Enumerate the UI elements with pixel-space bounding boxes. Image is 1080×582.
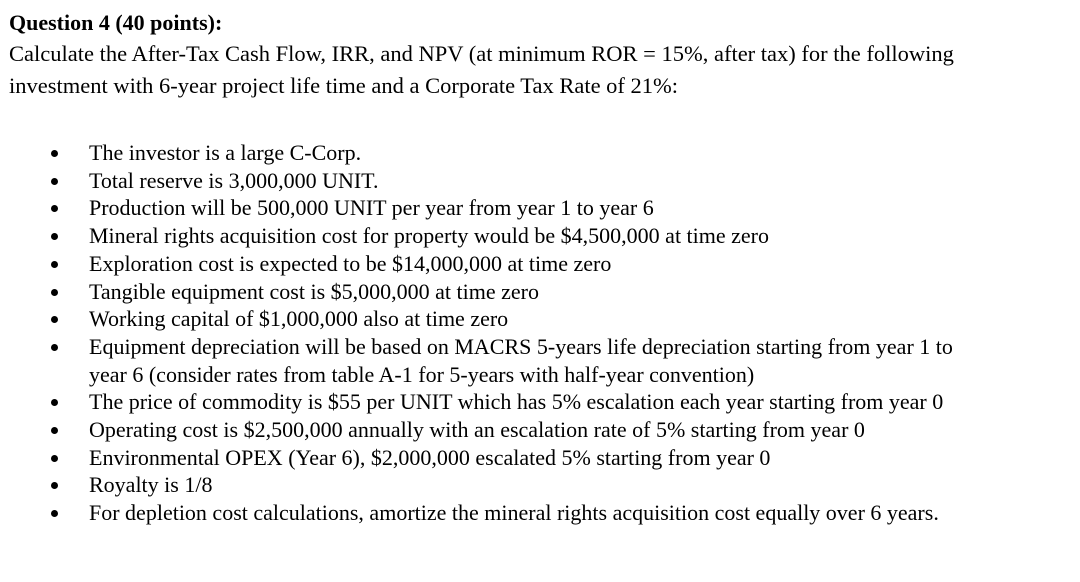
bullet-dot-icon xyxy=(51,482,58,489)
bullet-item xyxy=(9,139,1071,167)
bullet-dot-icon xyxy=(51,510,58,517)
question-intro xyxy=(9,38,1071,102)
bullet-text: The price of commodity is $55 per UNIT which has 5% escalation each year starting from year 0 xyxy=(89,389,944,415)
bullet-item xyxy=(9,499,1071,527)
bullet-dot-icon xyxy=(51,427,58,434)
bullet-dot-icon xyxy=(51,233,58,240)
bullet-dot-icon xyxy=(51,261,58,268)
bullet-text: Mineral rights acquisition cost for property would be $4,500,000 at time zero xyxy=(89,223,770,249)
bullet-item xyxy=(9,278,1071,306)
bullet-item xyxy=(9,194,1071,222)
bullet-text-line-2: year 6 (consider rates from table A-1 for 5-years with half-year convention) xyxy=(89,361,755,387)
question-intro-line-2: investment with 6-year project life time and a Corporate Tax Rate of 21%: xyxy=(9,73,679,98)
bullet-text: Royalty is 1/8 xyxy=(89,472,213,498)
bullet-item xyxy=(9,305,1071,333)
bullet-item xyxy=(9,333,1071,388)
bullet-dot-icon xyxy=(51,399,58,406)
question-intro-line-1: Calculate the After-Tax Cash Flow, IRR, and NPV (at minimum ROR = 15%, after tax) for the following xyxy=(9,41,954,66)
bullet-text: The investor is a large C-Corp. xyxy=(89,140,362,165)
bullet-dot-icon xyxy=(51,289,58,296)
bullet-list xyxy=(9,139,1071,527)
bullet-dot-icon xyxy=(51,344,58,351)
bullet-dot-icon xyxy=(51,316,58,323)
question-document xyxy=(9,8,1071,526)
bullet-text-line-1: Equipment depreciation will be based on MACRS 5-years life depreciation starting from year 1 to xyxy=(89,333,953,359)
bullet-item xyxy=(9,388,1071,416)
bullet-item xyxy=(9,416,1071,444)
bullet-item xyxy=(9,167,1071,195)
bullet-text: Tangible equipment cost is $5,000,000 at time zero xyxy=(89,278,539,304)
bullet-text: Operating cost is $2,500,000 annually with an escalation rate of 5% starting from year 0 xyxy=(89,417,865,443)
bullet-item xyxy=(9,222,1071,250)
bullet-item xyxy=(9,250,1071,278)
bullet-dot-icon xyxy=(51,150,58,157)
bullet-text: Total reserve is 3,000,000 UNIT. xyxy=(89,167,379,193)
bullet-dot-icon xyxy=(51,455,58,462)
bullet-dot-icon xyxy=(51,178,58,185)
bullet-text: Production will be 500,000 UNIT per year from year 1 to year 6 xyxy=(89,195,654,221)
bullet-text: Working capital of $1,000,000 also at time zero xyxy=(89,306,509,332)
bullet-item xyxy=(9,444,1071,472)
bullet-text: For depletion cost calculations, amortize the mineral rights acquisition cost equally over 6 years. xyxy=(89,500,939,526)
bullet-dot-icon xyxy=(51,205,58,212)
question-title: Question 4 (40 points): xyxy=(9,10,223,35)
bullet-text: Exploration cost is expected to be $14,000,000 at time zero xyxy=(89,250,612,276)
bullet-item xyxy=(9,471,1071,499)
bullet-text: Environmental OPEX (Year 6), $2,000,000 escalated 5% starting from year 0 xyxy=(89,444,771,470)
